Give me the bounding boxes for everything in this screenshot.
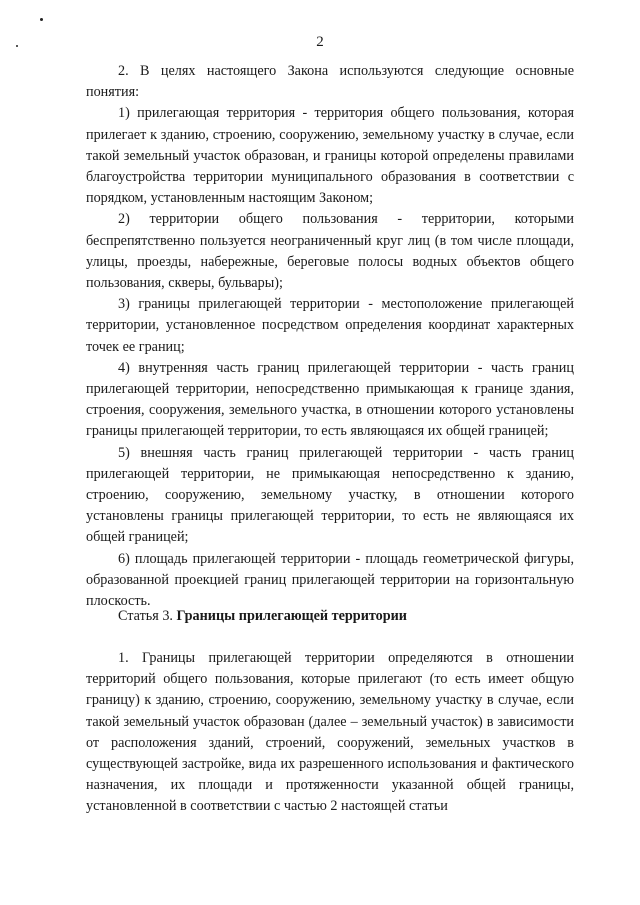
scan-speck [40, 18, 43, 21]
definition-item: 2) территории общего пользования - территории, которыми беспрепятственно пользуется неограниченный круг лиц (в том числе площади, улицы, проезды, набережные, береговые полосы водных объектов общего пользования, скверы, бульвары); [86, 211, 574, 292]
definitions-intro: 2. В целях настоящего Закона используются следующие основные понятия: [86, 63, 574, 101]
definition-item: 5) внешняя часть границ прилегающей территории - часть границ прилегающей территории, не примыкающая непосредственно к зданию, строению, сооружению, земельному участку, в отношении которого установлены границы прилегающей территории, то есть не являющаяся их общей границей; [86, 444, 574, 546]
article-title: Границы прилегающей территории [176, 608, 407, 624]
definition-item: 1) прилегающая территория - территория общего пользования, которая прилегает к зданию, строению, сооружению, земельному участку в случае, если такой земельный участок образован, и границы которой определены правилами благоустройства территории муниципального образования в соответствии с порядком, установленным настоящим Законом; [86, 105, 574, 207]
article-body [86, 648, 574, 818]
article-label: Статья 3. [118, 608, 173, 624]
article-paragraph: 1. Границы прилегающей территории определяются в отношении территорий общего пользования, которые прилегают (то есть имеет общую границу) к зданию, строению, сооружению, земельному участку в случае, если такой земельный участок образован (далее – земельный участок) в зависимости от расположения зданий, строений, сооружений, земельных участков в существующей застройке, вида их разрешенного использования и фактического назначения, их площади и протяженности указанной общей границы, установленной в соответствии с частью 2 настоящей статьи [86, 650, 574, 815]
definition-item: 3) границы прилегающей территории - местоположение прилегающей территории, установленное посредством определения координат характерных точек ее границ; [86, 296, 574, 355]
article-heading [118, 606, 407, 627]
definitions-section [86, 61, 574, 612]
definition-item: 4) внутренняя часть границ прилегающей территории - часть границ прилегающей территории, непосредственно примыкающая к границе здания, строения, сооружения, земельного участка, в отношении которого установлены границы прилегающей территории, то есть являющаяся их общей границей; [86, 359, 574, 440]
page-number: 2 [316, 34, 324, 50]
definition-item: 6) площадь прилегающей территории - площадь геометрической фигуры, образованной проекцией границ прилегающей территории на горизонтальную плоскость. [86, 550, 574, 610]
